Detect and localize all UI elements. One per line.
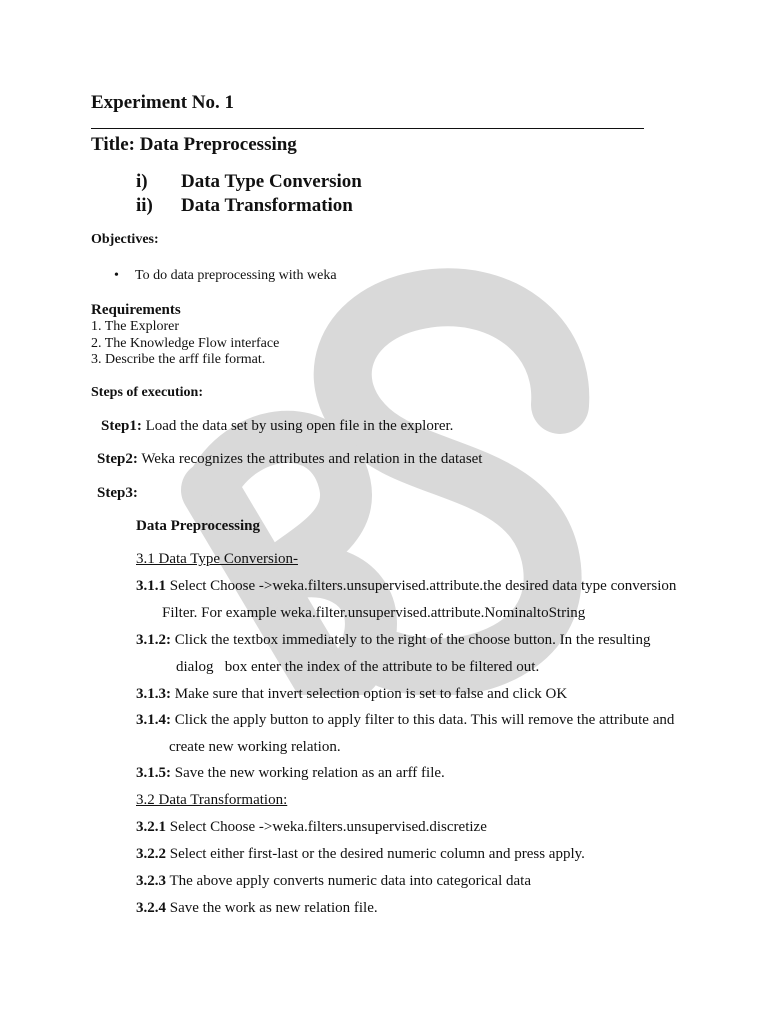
substep-3-1-1: [136, 578, 676, 595]
substep-3-2-3: [136, 873, 531, 890]
substep-number: 3.2.4: [136, 900, 166, 916]
substep-3-1-5: [136, 765, 445, 782]
step2-line: [97, 451, 482, 468]
requirements-heading: Requirements: [91, 302, 181, 318]
requirement-item: 1. The Explorer: [91, 319, 179, 334]
substep-number: 3.1.1: [136, 578, 166, 594]
substep-number: 3.1.2:: [136, 632, 171, 648]
preprocessing-heading: Data Preprocessing: [136, 518, 261, 534]
substep-3-1-4-continued: create new working relation.: [169, 739, 341, 755]
objective-item: [114, 268, 337, 284]
requirement-item: 2. The Knowledge Flow interface: [91, 336, 280, 351]
substep-3-2-4: [136, 900, 378, 917]
step1-line: [101, 418, 453, 435]
step2-text: Weka recognizes the attributes and relation in the dataset: [137, 451, 483, 467]
substep-3-2-1: [136, 819, 487, 836]
subtitle-item: [136, 171, 362, 193]
objectives-heading: Objectives:: [91, 232, 159, 247]
bullet-icon: •: [114, 268, 119, 283]
subtitle-number: i): [136, 171, 148, 192]
step1-label: Step1:: [101, 418, 142, 434]
substep-number: 3.1.3:: [136, 686, 171, 702]
substep-number: 3.2.3: [136, 873, 166, 889]
subtitle-text: Data Transformation: [181, 195, 353, 216]
substep-3-1-2: [136, 632, 651, 649]
substep-number: 3.1.4:: [136, 712, 171, 728]
section-3-1-title: 3.1 Data Type Conversion-: [136, 551, 298, 567]
substep-text: The above apply converts numeric data into categorical data: [166, 873, 531, 889]
step1-text: Load the data set by using open file in the explorer.: [141, 418, 454, 434]
steps-heading: Steps of execution:: [91, 385, 203, 400]
subtitle-text: Data Type Conversion: [181, 171, 362, 192]
substep-text: Select Choose ->weka.filters.unsupervised.discretize: [166, 819, 487, 835]
substep-text: Make sure that invert selection option is set to false and click OK: [171, 686, 568, 702]
substep-3-1-2-continued: dialog box enter the index of the attribute to be filtered out.: [176, 659, 540, 675]
experiment-heading: Experiment No. 1: [91, 92, 235, 113]
substep-number: 3.1.5:: [136, 765, 171, 781]
substep-text: Select either first-last or the desired numeric column and press apply.: [166, 846, 585, 862]
subtitle-item: [136, 195, 353, 217]
substep-text: Select Choose ->weka.filters.unsupervised.attribute.the desired data type conversion: [166, 578, 677, 594]
substep-number: 3.2.2: [136, 846, 166, 862]
substep-3-1-1-continued: Filter. For example weka.filter.unsupervised.attribute.NominaltoString: [162, 605, 586, 621]
step2-label: Step2:: [97, 451, 138, 467]
substep-text: Click the apply button to apply filter to this data. This will remove the attribute and: [171, 712, 675, 728]
substep-number: 3.2.1: [136, 819, 166, 835]
substep-text: Save the new working relation as an arff file.: [171, 765, 445, 781]
substep-3-2-2: [136, 846, 585, 863]
substep-3-1-4: [136, 712, 674, 729]
requirement-item: 3. Describe the arff file format.: [91, 352, 266, 367]
objective-text: To do data preprocessing with weka: [135, 268, 337, 283]
page-title: Title: Data Preprocessing: [91, 134, 297, 155]
title-divider: [91, 128, 644, 129]
subtitle-number: ii): [136, 195, 153, 216]
substep-text: Save the work as new relation file.: [166, 900, 378, 916]
step3-label: Step3:: [97, 485, 138, 501]
substep-3-1-3: [136, 686, 567, 703]
substep-text: Click the textbox immediately to the right of the choose button. In the resulting: [171, 632, 651, 648]
section-3-2-title: 3.2 Data Transformation:: [136, 792, 288, 808]
